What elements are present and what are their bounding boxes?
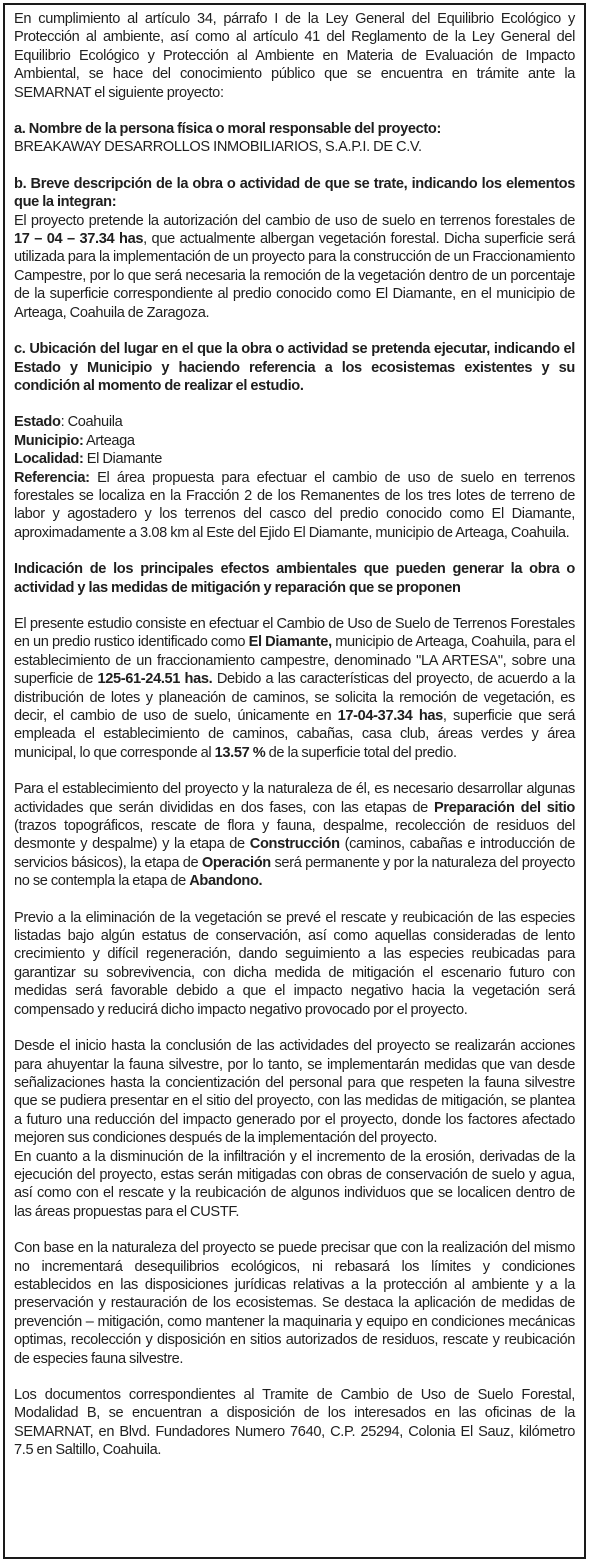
- effects-paragraph-4: Desde el inicio hasta la conclusión de las actividades del proyecto se realizarán acciones para ahuyentar la fauna silvestre, por lo tanto, se implementarán medidas que van desde señalizaciones hasta la concientización del personal para que respeten la fauna silvestre que se pudiera presentar en el sitio del proyecto, con las medidas de mitigación, se plantea a futuro una reducción del impacto generado por el proyecto, donde los factores afectado mejoren sus condiciones después de la implementación del proyecto.: [14, 1038, 575, 1147]
- localidad-label: Localidad:: [14, 451, 84, 468]
- p2-text-4: será permanente y por la naturaleza del proyecto no se contempla la etapa de: [14, 854, 575, 890]
- section-b-heading: b. Breve descripción de la obra o actividad de que se trate, indicando los elementos que la integran:: [14, 175, 575, 211]
- documents-paragraph: Los documentos correspondientes al Tramite de Cambio de Uso de Suelo Forestal, Modalidad B, se encuentran a disposición de los interesados en las oficinas de la SEMARNAT, en Blvd. Fundadores Numero 7640, C.P. 25294, Colonia El Sauz, kilómetro 7.5 en Saltillo, Coahuila.: [14, 1387, 575, 1459]
- estado-value: : Coahuila: [60, 414, 123, 431]
- municipio-line: [14, 432, 575, 450]
- section-b-body: [14, 212, 575, 322]
- municipio-value: Arteaga: [83, 432, 135, 449]
- section-a-heading: a. Nombre de la persona física o moral responsable del proyecto:: [14, 121, 441, 138]
- p2-bold-1: Preparación del sitio: [434, 799, 576, 816]
- p1-text-3: Debido a las características del proyecto, de acuerdo a la distribución de lotes y planeación de caminos, se solicita la remoción de vegetación, es decir, el cambio de uso de suelo, únicamente en: [14, 671, 575, 724]
- estado-line: [14, 413, 575, 431]
- section-b-text-2: , que actualmente albergan vegetación forestal. Dicha superficie será utilizada para la implementación de un proyecto para la construcción de un Fraccionamiento Campestre, por lo que será necesaria la remoción de la vegetación dentro de un porcentaje de la superficie correspondiente al predio conocido como El Diamante, en el municipio de Arteaga, Coahuila de Zaragoza.: [14, 231, 575, 321]
- referencia-label: Referencia:: [14, 469, 90, 486]
- effects-paragraph-5: En cuanto a la disminución de la infiltración y el incremento de la erosión, derivadas de la ejecución del proyecto, estas serán mitigadas con obras de conservación de suelo y agua, así como con el rescate y la reubicación de algunos individuos que se localicen dentro de las áreas propuestas para el CUSTF.: [14, 1148, 575, 1220]
- section-b-text-1: El proyecto pretende la autorización del cambio de uso de suelo en terrenos forestales de: [14, 212, 575, 229]
- p1-text-1: El presente estudio consiste en efectuar el Cambio de Uso de Suelo de Terrenos Forestales en un predio rustico identificado como: [14, 615, 575, 651]
- p1-bold-2: 125-61-24.51 has.: [97, 671, 213, 688]
- p2-bold-4: Abandono.: [189, 873, 263, 890]
- section-b-area: 17 – 04 – 37.34 has: [14, 231, 144, 248]
- p2-bold-2: Construcción: [249, 836, 340, 853]
- municipio-label: Municipio:: [14, 432, 84, 449]
- p1-bold-4: 13.57 %: [214, 744, 266, 761]
- localidad-value: El Diamante: [83, 451, 163, 468]
- referencia-line: [14, 469, 575, 543]
- referencia-value: El área propuesta para efectuar el cambio de uso de suelo en terrenos forestales se localiza en la Fracción 2 de los Remanentes de los tres lotes de terreno de labor y agostadero y los terrenos del casco del predio conocido como El Diamante, aproximadamente a 3.08 km al Este del Ejido El Diamante, municipio de Arteaga, Coahuila.: [14, 469, 575, 541]
- p1-text-4: , superficie que será empleada el establecimiento de caminos, cabañas, casa club, áreas verdes y área municipal, lo que corresponde al: [14, 708, 575, 761]
- p1-bold-3: 17-04-37.34 has: [337, 708, 443, 724]
- p1-bold-1: El Diamante,: [248, 634, 332, 651]
- p2-bold-3: Operación: [201, 854, 271, 871]
- localidad-line: [14, 450, 575, 468]
- intro-paragraph: En cumplimiento al artículo 34, párrafo I de la Ley General del Equilibrio Ecológico y Protección al ambiente, así como al artículo 41 del Reglamento de la Ley General del Equilibrio Ecológico y Protección al Ambiente en Materia de Evaluación de Impacto Ambiental, se hace del conocimiento público que se encuentra en trámite ante la SEMARNAT el siguiente proyecto:: [14, 11, 575, 101]
- p1-text-5: de la superficie total del predio.: [265, 744, 457, 761]
- effects-paragraph-6: Con base en la naturaleza del proyecto se puede precisar que con la realización del mismo no incrementará desequilibrios ecológicos, ni rebasará los límites y condiciones establecidos en las disposiciones jurídicas relativas a la protección al ambiente y a la preservación y restauración de los ecosistemas. Se destaca la aplicación de medidas de prevención – mitigación, como mantener la maquinaria y equipo en condiciones mecánicas optimas, recolección y disposición en sitios autorizados de residuos, rescate y reubicación de especies fauna silvestre.: [14, 1240, 575, 1367]
- notice-frame: [3, 3, 586, 1559]
- effects-paragraph-3: Previo a la eliminación de la vegetación se prevé el rescate y reubicación de las especies listadas bajo algún estatus de conservación, así como aquellas consideradas de lento crecimiento y difícil regeneración, dando seguimiento a las especies reubicadas para garantizar su sobrevivencia, con dicha medida de mitigación el escenario futuro con medidas será favorable debido a que el impacto negativo hacia la vegetación será compensado y reducirá dicho impacto negativo provocado por el proyecto.: [14, 909, 575, 1018]
- p2-text-3: (caminos, cabañas e introducción de servicios básicos), la etapa de: [14, 836, 576, 871]
- p1-text-2: municipio de Arteaga, Coahuila, para el establecimiento de un fraccionamiento campestre, denominado "LA ARTESA", sobre una superficie de: [14, 634, 576, 688]
- p2-text-2: (trazos topográficos, rescate de flora y fauna, despalme, recolección de residuos del desmonte y despalme) y la etapa de: [14, 818, 575, 853]
- section-a-value: BREAKAWAY DESARROLLOS INMOBILIARIOS, S.A.P.I. DE C.V.: [14, 139, 422, 156]
- section-c-heading: c. Ubicación del lugar en el que la obra o actividad se pretenda ejecutar, indicando el Estado y Municipio y haciendo referencia a los ecosistemas existentes y su condición al momento de realizar el estudio.: [14, 341, 575, 394]
- p2-text-1: Para el establecimiento del proyecto y la naturaleza de él, es necesario desarrollar algunas actividades que serán divididas en dos fases, con las etapas de: [14, 781, 575, 816]
- estado-label: Estado: [14, 414, 61, 431]
- effects-paragraph-2: [14, 780, 575, 890]
- section-d-heading: Indicación de los principales efectos ambientales que pueden generar la obra o actividad y las medidas de mitigación y reparación que se proponen: [14, 561, 575, 596]
- effects-paragraph-1: [14, 615, 575, 762]
